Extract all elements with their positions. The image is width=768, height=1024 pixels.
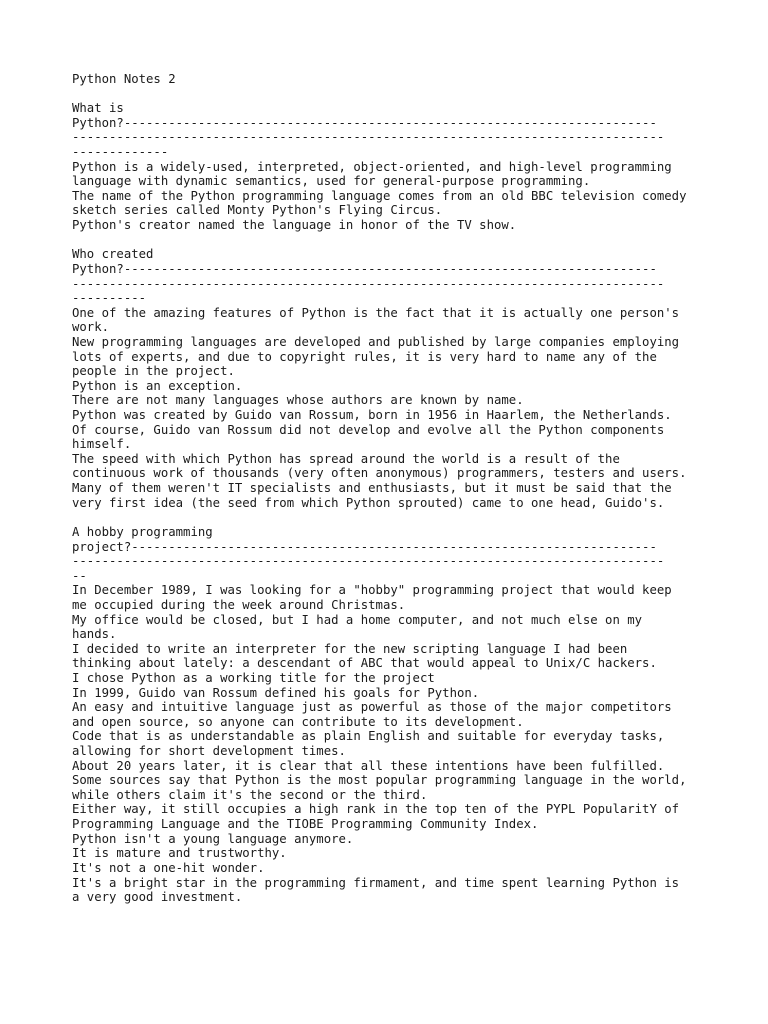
text-line: people in the project. (72, 364, 235, 379)
text-line: very first idea (the seed from which Python sprouted) came to one head, Guido's. (72, 495, 665, 510)
text-line: I decided to write an interpreter for the new scripting language I had been (72, 641, 628, 656)
document-title: Python Notes 2 (72, 72, 176, 86)
heading-separator-line: ---------- (72, 291, 147, 306)
text-line: Some sources say that Python is the most popular programming language in the world, (72, 773, 687, 788)
text-line: me occupied during the week around Christmas. (72, 597, 406, 612)
text-line: It is mature and trustworthy. (72, 846, 287, 861)
text-line: The speed with which Python has spread around the world is a result of the (72, 451, 620, 466)
heading-separator-line: -------------------------------------------------------------------------------- (72, 554, 665, 569)
text-line: Of course, Guido van Rossum did not develop and evolve all the Python components (72, 422, 665, 437)
text-line: language with dynamic semantics, used for general-purpose programming. (72, 174, 591, 189)
text-line: sketch series called Monty Python's Flying Circus. (72, 203, 443, 218)
heading-separator-line: Python?------------------------------------------------------------------------ (72, 115, 657, 130)
text-line: The name of the Python programming language comes from an old BBC television comedy (72, 188, 687, 203)
text-line: Many of them weren't IT specialists and enthusiasts, but it must be said that the (72, 481, 672, 496)
text-line: Python isn't a young language anymore. (72, 831, 354, 846)
text-line: New programming languages are developed and published by large companies employing (72, 334, 680, 349)
text-line: Who created (72, 247, 154, 262)
heading-separator-line: -------------------------------------------------------------------------------- (72, 130, 665, 145)
heading-separator-line: -- (72, 568, 87, 583)
text-line: a very good investment. (72, 890, 243, 905)
text-line: lots of experts, and due to copyright rules, it is very hard to name any of the (72, 349, 657, 364)
text-line: and open source, so anyone can contribute to its development. (72, 714, 524, 729)
text-line: One of the amazing features of Python is the fact that it is actually one person's (72, 305, 680, 320)
text-line: Python is an exception. (72, 378, 243, 393)
text-line: Programming Language and the TIOBE Programming Community Index. (72, 817, 539, 832)
text-line: continuous work of thousands (very often anonymous) programmers, testers and users. (72, 466, 687, 481)
text-line: What is (72, 101, 124, 116)
text-line: allowing for short development times. (72, 744, 346, 759)
document-body (72, 72, 702, 905)
text-line: It's not a one-hit wonder. (72, 860, 265, 875)
text-line: Either way, it still occupies a high rank in the top ten of the PYPL PopularitY of (72, 802, 680, 817)
heading-separator-line: project?----------------------------------------------------------------------- (72, 539, 657, 554)
text-line: work. (72, 320, 110, 335)
text-line: while others claim it's the second or the third. (72, 787, 428, 802)
blank-line (72, 233, 702, 248)
text-line: In December 1989, I was looking for a "hobby" programming project that would keep (72, 583, 672, 598)
heading-separator-line: -------------------------------------------------------------------------------- (72, 276, 665, 291)
text-line: An easy and intuitive language just as powerful as those of the major competitors (72, 700, 672, 715)
text-line: Code that is as understandable as plain English and suitable for everyday tasks, (72, 729, 665, 744)
blank-line (72, 87, 702, 102)
heading-separator-line: Python?------------------------------------------------------------------------ (72, 261, 657, 276)
text-line: I chose Python as a working title for the project (72, 670, 435, 685)
text-line: Python is a widely-used, interpreted, object-oriented, and high-level programming (72, 159, 672, 174)
blank-line (72, 510, 702, 525)
text-line: thinking about lately: a descendant of ABC that would appeal to Unix/C hackers. (72, 656, 657, 671)
text-line: himself. (72, 437, 132, 452)
text-line: There are not many languages whose authors are known by name. (72, 393, 524, 408)
text-line: It's a bright star in the programming firmament, and time spent learning Python is (72, 875, 680, 890)
text-line: Python was created by Guido van Rossum, born in 1956 in Haarlem, the Netherlands. (72, 408, 672, 423)
text-line: A hobby programming (72, 524, 213, 539)
text-line: My office would be closed, but I had a home computer, and not much else on my (72, 612, 643, 627)
heading-separator-line: ------------- (72, 145, 169, 160)
text-line: hands. (72, 627, 117, 642)
text-line: In 1999, Guido van Rossum defined his goals for Python. (72, 685, 480, 700)
text-line: Python's creator named the language in honor of the TV show. (72, 218, 517, 233)
text-line: About 20 years later, it is clear that all these intentions have been fulfilled. (72, 758, 665, 773)
